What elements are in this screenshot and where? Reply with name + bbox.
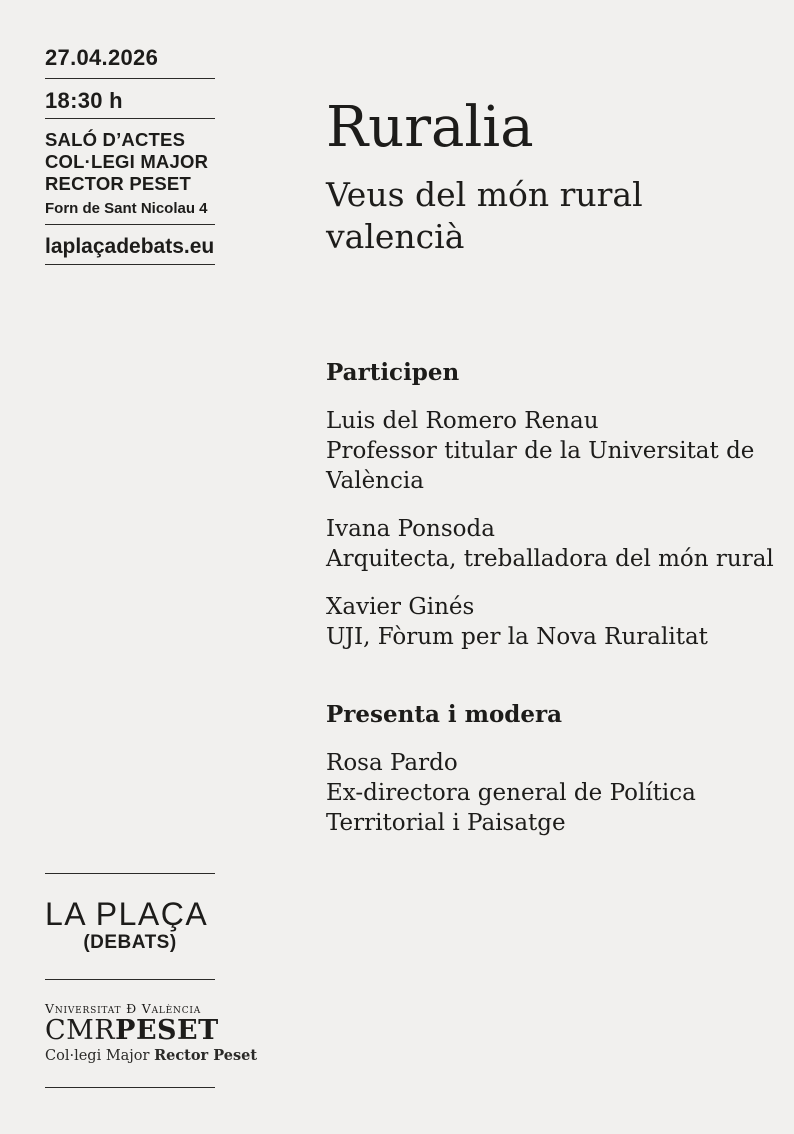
poster-footer-logos: [45, 873, 258, 1088]
moderator-heading: Presenta i modera: [326, 701, 563, 728]
venue-name-line: RECTOR PESET: [45, 173, 191, 194]
event-venue: [45, 119, 215, 225]
participant-name: Ivana Ponsoda: [326, 516, 495, 542]
moderator-name: Rosa Pardo: [326, 750, 458, 776]
participants-heading: Participen: [326, 359, 460, 386]
moderator: [326, 748, 786, 838]
debats-label: (DEBATS): [83, 932, 177, 953]
college-name-bold: Rector Peset: [154, 1047, 258, 1064]
university-logo: [45, 1001, 258, 1065]
divider: [45, 979, 215, 980]
participant: [326, 514, 786, 574]
venue-name-line: SALÓ D’ACTES: [45, 129, 186, 150]
college-name-regular: Col·legi Major: [45, 1048, 155, 1064]
participant-role: Arquitecta, treballadora del món rural: [326, 546, 774, 572]
participant-name: Luis del Romero Renau: [326, 408, 599, 434]
participant: [326, 592, 786, 652]
college-name: [45, 1047, 258, 1065]
divider: [45, 873, 215, 874]
website-url: laplaçadebats.eu: [45, 225, 215, 265]
laplaca-logo: [45, 897, 215, 954]
participant-name: Xavier Ginés: [326, 594, 475, 620]
participant-role: Professor titular de la Universitat de València: [326, 438, 755, 494]
laplaca-wordmark: LA PLAÇA: [45, 896, 209, 932]
universitat-valencia-wordmark: Vniversitat Đ València: [45, 1001, 202, 1016]
poster-main-content: [326, 96, 794, 838]
participant: [326, 406, 786, 496]
cmr-letters: CMR: [45, 1015, 116, 1046]
event-date: 27.04.2026: [45, 45, 215, 79]
event-info-sidebar: [45, 45, 215, 265]
divider: [45, 1087, 215, 1088]
peset-letters: PESET: [115, 1015, 219, 1046]
moderator-role: Ex-directora general de Política Territorial i Paisatge: [326, 780, 696, 836]
venue-name-line: COL·LEGI MAJOR: [45, 151, 209, 172]
participant-role: UJI, Fòrum per la Nova Ruralitat: [326, 624, 708, 650]
poster-title: Ruralia: [326, 95, 534, 160]
cmrpeset-wordmark: [45, 1015, 219, 1046]
poster-subtitle: Veus del món rural valencià: [326, 175, 643, 256]
event-time: 18:30 h: [45, 79, 215, 119]
venue-address: Forn de Sant Nicolau 4: [45, 200, 208, 217]
